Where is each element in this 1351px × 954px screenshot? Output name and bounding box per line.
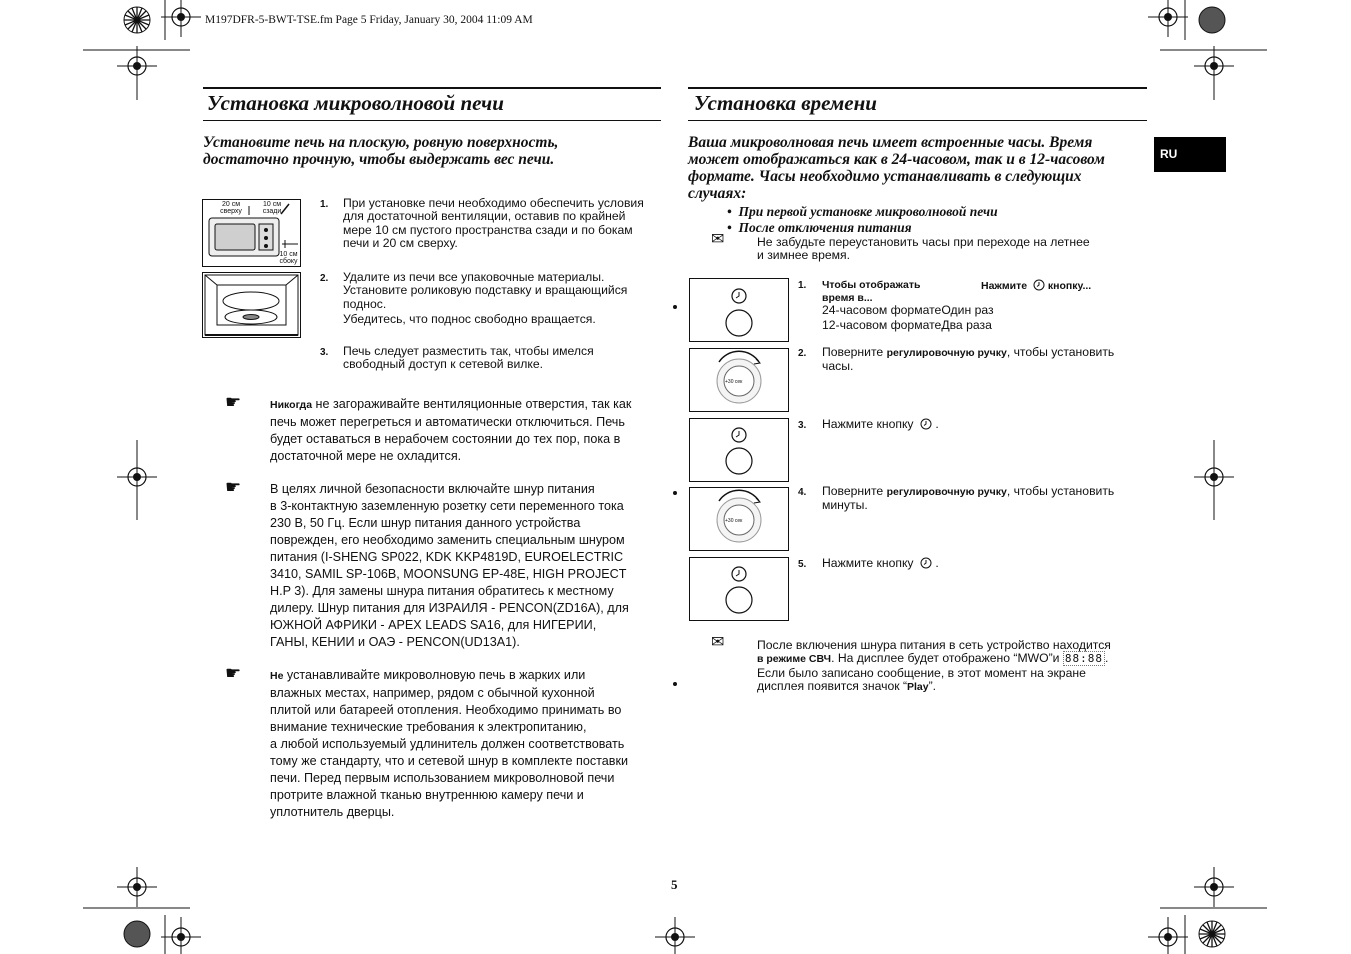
time-step-5-number: 5. [798,559,807,570]
time-step-2-line [822,346,1152,360]
left-section-title: Установка микроволновой печи [207,91,504,115]
time-step-4-pre: Поверните [822,484,887,498]
memo-power-on-line: в режиме СВЧ. На дисплее будет отображено “MWO”и 88:88 . [757,651,1109,666]
left-intro-line-1: Установите печь на плоскую, ровную поверхность, [203,134,559,151]
page-number: 5 [671,877,678,892]
note-power-line: В целях личной безопасности включайте шнур питания [270,482,595,496]
note-placement-line: влажных местах, например, рядом с обычной кухонной [270,686,595,700]
time-step-4-number: 4. [798,487,807,498]
time-step-3-label: Нажмите кнопку [822,417,914,431]
clock-panel-step5 [689,557,789,621]
time-step-2-post: , чтобы установить [1006,345,1115,359]
right-intro-line: Ваша микроволновая печь имеет встроенные часы. Время [688,134,1093,151]
time-step-5-tail: . [935,556,939,570]
note-power-line: поврежден, его необходимо заменить специальным шнуром [270,533,625,547]
install-step-2-line: Убедитесь, что поднос свободно вращается. [343,312,596,327]
time-step-5-text [822,557,939,570]
memo-icon: ✉ [711,634,725,651]
knob-panel-step2 [689,348,789,412]
note-power-line: H.P 3). Для замены шнура питания обратитесь к местному [270,584,614,598]
knob-label: +30 сек [725,518,743,524]
knob-label: +30 сек [725,379,743,385]
time-step-1-row-24h: 24-часовом форматеОдин раз [822,303,994,317]
note-placement-line: а любой используемый удлинитель должен соответствовать [270,737,625,751]
right-intro-line: формате. Часы необходимо устанавливать в следующих [688,168,1082,185]
time-step-1-col1-line: время в... [822,291,873,304]
clearance-side-label: 10 см сбоку [279,251,298,265]
clock-icon [920,557,932,569]
note-placement-line [270,667,665,685]
display-segments: 88:88 [1064,652,1103,666]
clearance-back-label: 10 см сзади [262,201,282,215]
turntable-illustration [202,272,301,338]
memo-power-on-line: Если было записано сообщение, в этот момент на экране [757,665,1086,680]
time-step-4-line: минуты. [822,498,868,513]
install-step-2-number: 2. [320,273,329,284]
install-step-3-line: Печь следует разместить так, чтобы имелся [343,344,594,358]
clearance-top-label: 20 см сверху [220,201,242,215]
note-power-line: 3410, SAMIL SP-106B, MOONSUNG EP-48E, HIGH PROJECT [270,567,627,581]
clock-panel-drawing [690,419,788,481]
time-step-5-label: Нажмите кнопку [822,556,914,570]
memo-power-on-line [757,680,1157,694]
turntable-drawing [203,273,300,337]
pointing-hand-icon: ☛ [225,477,242,497]
memo-dst-line: и зимнее время. [757,248,851,263]
time-step-3-text [822,418,939,431]
language-tab-ru: RU [1154,137,1226,172]
time-step-2-text [822,346,1152,374]
install-step-3-number: 3. [320,347,329,358]
install-step-1-line: для достаточной вентиляции, оставив по крайней [343,209,626,224]
right-intro-line: может отображаться как в 24-часовом, так и в 12-часовом [688,151,1105,168]
time-step-1-col2 [981,279,1091,292]
clock-panel-step1 [689,278,789,342]
memo-dst [757,236,1090,263]
clock-icon [920,418,932,430]
install-step-1-line: печи и 20 см сверху. [343,236,458,251]
time-step-2-number: 2. [798,348,807,359]
install-step-3-text [343,345,663,372]
note-power-line: 230 В, 50 Гц. Если шнур питания данного устройства [270,516,581,530]
note-power-cord [270,481,665,651]
memo-dst-line: Не забудьте переустановить часы при переходе на летнее [757,235,1090,249]
note-placement-line: уплотнитель дверцы. [270,805,395,819]
left-title-top-rule [203,87,661,89]
clock-panel-drawing [690,279,788,341]
time-step-1-col2-label: Нажмите [981,280,1028,292]
time-step-1-number: 1. [798,280,807,291]
note-ventilation-line: достаточной мере не охладится. [270,449,462,463]
time-step-2-pre: Поверните [822,345,887,359]
install-step-1-line: мере 10 см пустого пространства сзади и по бокам [343,222,633,237]
time-step-2-line: часы. [822,359,854,374]
bullet-power-off-text: После отключения питания [738,220,912,235]
note-placement-line: протрите влажной тканью внутреннюю камеру печи и [270,788,584,802]
knob-panel-step4 [689,487,789,551]
memo-play-post: ”. [928,679,937,694]
note-power-line: дилеру. Шнур питания для ИЗРАИЛЯ - PENCON(ZD16A), для [270,601,629,615]
bullet-first-install-text: При первой установке микроволновой печи [738,204,998,219]
note-ventilation-line: будет оставаться в нерабочем состоянии до тех пор, пока в [270,432,621,446]
bullet-first-install: • При первой установке микроволновой печи [727,204,998,219]
install-step-3-line: свободный доступ к сетевой вилке. [343,357,544,372]
clock-icon [1033,279,1045,291]
note-placement-first: устанавливайте микроволновую печь в жарких или [283,668,586,682]
time-step-4-text [822,485,1152,513]
note-ventilation [270,396,665,465]
memo-mode-text: . На дисплее будет отображено “MWO”и [831,651,1060,666]
note-ventilation-line [270,396,665,414]
note-power-line: ЮЖНОЙ АФРИКИ - APEX LEADS SA16, для НИГЕРИИ, [270,618,597,632]
note-placement-line: тому же стандарту, что и сетевой шнур в комплекте поставки [270,754,629,768]
pointing-hand-icon: ☛ [225,663,242,683]
time-step-1-row-12h: 12-часовом форматеДва раза [822,318,992,332]
clock-panel-drawing [690,558,788,620]
memo-mode-bold: в режиме СВЧ [757,653,832,666]
install-step-2-line: Удалите из печи все упаковочные материалы. [343,270,605,284]
bullet-power-off: • После отключения питания [727,220,912,235]
install-step-2-text [343,271,663,327]
left-title-bottom-rule [203,120,661,121]
left-intro-line-2: достаточно прочную, чтобы выдержать вес печи. [203,151,555,168]
note-ventilation-line: печь может перегреться и автоматически отключиться. Печь [270,415,625,429]
pointing-hand-icon: ☛ [225,392,242,412]
note-placement-line: печи. Перед первым использованием микроволновой печи [270,771,615,785]
right-intro-line: случаях: [688,185,747,202]
install-step-1-number: 1. [320,199,329,210]
time-step-4-bold: регулировочную ручку [886,486,1007,498]
time-step-3-tail: . [935,417,939,431]
time-step-2-bold: регулировочную ручку [886,347,1007,359]
time-step-4-line [822,485,1152,499]
time-step-1-col2-tail: кнопку... [1045,280,1092,292]
note-placement-bold: Не [270,670,284,682]
install-step-1-text [343,197,663,251]
file-header: M197DFR-5-BWT-TSE.fm Page 5 Friday, January 30, 2004 11:09 AM [205,14,533,26]
install-step-2-line: поднос. [343,296,387,311]
note-placement [270,667,665,821]
time-step-1-col1-line: Чтобы отображать [822,279,921,291]
install-step-1-line: При установке печи необходимо обеспечить условия [343,196,644,210]
note-power-line: ГАНЫ, КЕНИИ и ОАЭ - PENCON(UD13A1). [270,635,520,649]
install-step-2-line: Установите роликовую подставку и вращающийся [343,283,628,298]
memo-play-bold: Play [907,681,929,694]
time-step-3-number: 3. [798,420,807,431]
right-section-title: Установка времени [694,91,877,115]
time-step-4-post: , чтобы установить [1006,484,1115,498]
note-placement-line: плитой или батареей отопления. Необходимо принимать во [270,703,622,717]
time-step-1-col1 [822,279,920,304]
memo-power-on-line: После включения шнура питания в сеть устройство находится [757,638,1111,652]
note-power-line: питания (I-SHENG SP022, KDK KKP4819D, EUROELECTRIC [270,550,624,564]
note-power-line: в 3-контактную заземленную розетку сети переменного тока [270,499,624,513]
note-placement-line: внимание технические требования к электропитанию, [270,720,587,734]
note-ventilation-first: не загораживайте вентиляционные отверстия, так как [312,397,632,411]
note-ventilation-bold: Никогда [270,399,313,411]
right-title-top-rule [688,87,1147,89]
memo-play-pre: дисплея появится значок “ [757,679,908,694]
memo-power-on [757,639,1157,695]
right-intro [688,134,1158,202]
clock-panel-step3 [689,418,789,482]
right-title-bottom-rule [688,120,1147,121]
memo-icon: ✉ [711,231,725,248]
